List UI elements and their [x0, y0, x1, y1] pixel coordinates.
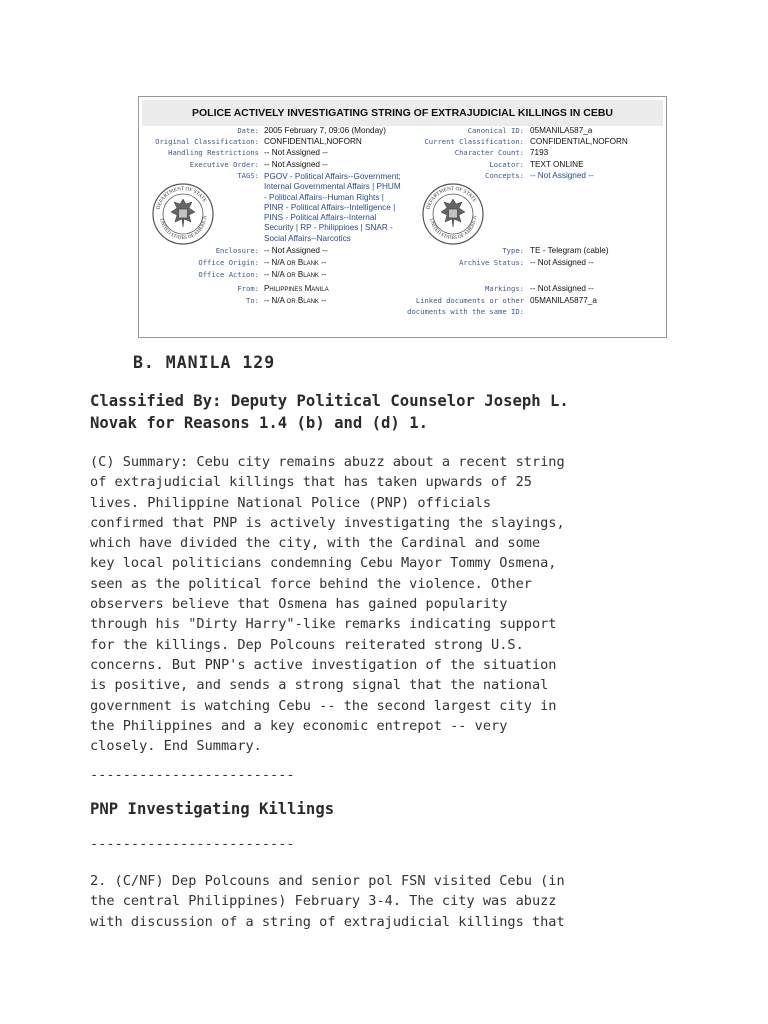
field-locator: [139, 159, 664, 170]
field-label: Office Action:: [198, 270, 259, 279]
field-value: TEXT ONLINE: [530, 160, 584, 169]
field-value: -- Not Assigned --: [530, 258, 594, 267]
field-value: -- Not Assigned --: [264, 148, 328, 157]
svg-text:UNITED STATES OF AMERICA: UNITED STATES OF AMERICA: [158, 215, 209, 242]
section-divider: -------------------------: [90, 767, 295, 783]
field-label: documents with the same ID:: [407, 307, 524, 316]
field-archive-status: [139, 257, 664, 268]
field-label: Archive Status:: [459, 258, 524, 267]
field-character-count: [139, 147, 664, 158]
field-label: Concepts:: [485, 171, 524, 180]
tag-line[interactable]: - Political Affairs--Human Rights |: [264, 192, 384, 202]
tags-list: [264, 172, 424, 244]
svg-text:DEPARTMENT OF STATE: DEPARTMENT OF STATE: [425, 185, 478, 211]
field-value: CONFIDENTIAL,NOFORN: [530, 137, 628, 146]
field-label: TAGS:: [237, 171, 259, 180]
field-value: 05MANILA587_a: [530, 126, 593, 135]
svg-text:DEPARTMENT OF STATE: DEPARTMENT OF STATE: [155, 185, 208, 211]
field-label: From:: [237, 284, 259, 293]
field-office-action: [139, 269, 429, 280]
field-label: Canonical ID:: [467, 126, 524, 135]
field-label: Office Origin:: [198, 258, 259, 267]
field-value: -- Not Assigned --: [530, 284, 594, 293]
state-department-seal-icon: [151, 182, 215, 246]
tag-line[interactable]: Social Affairs--Narcotics: [264, 233, 351, 243]
paragraph-2: 2. (C/NF) Dep Polcouns and senior pol FSN visited Cebu (in the central Philippines) February 3-4. The city was abuzz with discussion of a string of extrajudicial killings that: [90, 873, 565, 930]
field-value: 7193: [530, 148, 549, 157]
field-value: -- Not Assigned --: [530, 171, 594, 180]
field-label: Linked documents or other: [415, 296, 524, 305]
field-value: -- N/A or Blank --: [264, 270, 327, 279]
field-label: Enclosure:: [215, 246, 259, 255]
section-divider: -------------------------: [90, 836, 295, 852]
field-value: 2005 February 7, 09:06 (Monday): [264, 126, 386, 135]
field-label: To:: [246, 296, 259, 305]
field-label: Character Count:: [454, 148, 524, 157]
tag-line[interactable]: Security | RP - Philippines | SNAR -: [264, 223, 393, 233]
field-value: -- N/A or Blank --: [264, 296, 327, 305]
tag-line[interactable]: PINS - Political Affairs--Internal: [264, 213, 377, 223]
tag-line[interactable]: Internal Governmental Affairs | PHUM: [264, 182, 401, 192]
field-label: Current Classification:: [424, 137, 524, 146]
field-value: -- Not Assigned --: [264, 160, 328, 169]
state-department-seal-icon: [421, 182, 485, 246]
svg-text:UNITED STATES OF AMERICA: UNITED STATES OF AMERICA: [428, 215, 479, 242]
field-label: Locator:: [489, 160, 524, 169]
field-label: Type:: [502, 246, 524, 255]
field-label: Original Classification:: [155, 137, 259, 146]
field-linked-documents-cont: [139, 306, 664, 317]
field-concepts: [139, 170, 664, 181]
field-type: [139, 245, 664, 256]
field-canonical-id: [139, 125, 664, 136]
cable-header-card: [138, 96, 667, 338]
summary-paragraph: (C) Summary: Cebu city remains abuzz about a recent string of extrajudicial killings that has taken upwards of 25 lives. Philippine National Police (PNP) officials confirmed that PNP is actively investigating the slayings, which have divided the city, with the Cardinal and some key local politicians condemning Cebu Mayor Tommy Osmena, seen as the political force behind the violence. Other observers believe that Osmena has gained popularity through his "Dirty Harry"-like remarks indicating support for the killings. Dep Polcouns reiterated strong U.S. concerns. But PNP's active investigation of the situation is positive, and sends a strong signal that the national government is watching Cebu -- the second largest city in the Philippines and a key economic entrepot -- very closely. End Summary.: [90, 454, 565, 755]
field-label: Handling Restrictions: [168, 148, 259, 157]
field-value: -- N/A or Blank --: [264, 258, 327, 267]
field-label: Date:: [237, 126, 259, 135]
field-value[interactable]: 05MANILA5877_a: [530, 296, 597, 305]
tag-line[interactable]: PINR - Political Affairs--Intelligence |: [264, 202, 396, 212]
field-value: Philippines Manila: [264, 284, 329, 293]
field-value: CONFIDENTIAL,NOFORN: [264, 137, 362, 146]
field-current-classification: [139, 136, 664, 147]
field-value: -- Not Assigned --: [264, 246, 328, 255]
classified-by-line: Classified By: Deputy Political Counselor Joseph L. Novak for Reasons 1.4 (b) and (d) 1.: [90, 392, 569, 432]
field-linked-documents: [139, 295, 664, 306]
cable-title: POLICE ACTIVELY INVESTIGATING STRING OF EXTRAJUDICIAL KILLINGS IN CEBU: [142, 100, 663, 126]
field-label: Markings:: [485, 284, 524, 293]
field-markings: [139, 283, 664, 294]
reference-heading: B. MANILA 129: [133, 353, 276, 372]
tag-line[interactable]: PGOV - Political Affairs--Government;: [264, 172, 401, 181]
field-value: TE - Telegram (cable): [530, 246, 609, 255]
section-heading: PNP Investigating Killings: [90, 800, 335, 818]
field-label: Executive Order:: [189, 160, 259, 169]
